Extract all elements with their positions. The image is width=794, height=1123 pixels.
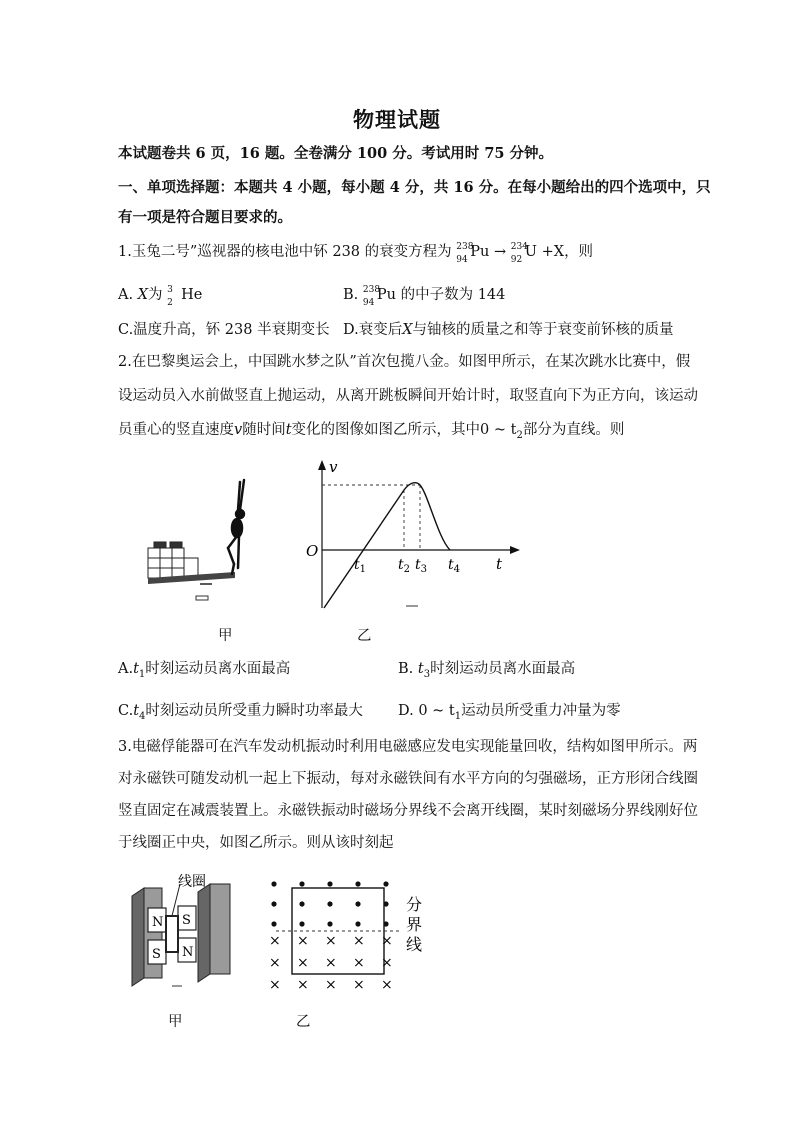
t4-label: $t_4$ <box>448 557 461 575</box>
field-cross: × <box>297 977 309 993</box>
pu-nuclide: 238 94 Pu <box>456 242 490 265</box>
field-cross: × <box>269 977 281 993</box>
magnet-n-left: N <box>152 915 164 930</box>
field-cross: × <box>381 933 393 949</box>
exam-intro: 本试题卷共 6 页，16 题。全卷满分 100 分。考试用时 75 分钟。 <box>118 145 554 162</box>
platform-blocks <box>148 542 198 578</box>
field-dot <box>383 901 388 906</box>
field-dot <box>271 881 276 886</box>
field-cross: × <box>269 933 281 949</box>
q3-stem-line1: 3.电磁俘能器可在汽车发动机振动时利用电磁感应发电实现能量回收，结构如图甲所示。两 <box>118 739 698 755</box>
field-dot <box>355 901 360 906</box>
q3-figure-yi-caption: 乙 <box>296 1014 311 1030</box>
field-cross: × <box>353 977 365 993</box>
springboard <box>148 572 235 584</box>
boundary-label-1: 分 <box>406 895 423 914</box>
field-cross: × <box>325 955 337 971</box>
q2-option-c[interactable]: $C.t_4$时刻运动员所受重力瞬时功率最大 <box>118 703 363 722</box>
section1-heading-line2: 有一项是符合题目要求的。 <box>118 209 292 226</box>
t1-label: $t_1$ <box>354 557 367 575</box>
q2-option-a[interactable]: $A.t_1$时刻运动员离水面最高 <box>118 661 291 680</box>
vt-graph <box>300 458 525 613</box>
q2-stem-line3: 员重心的竖直速度v随时间t变化的图像如图乙所示，其中0 ~ $t_2$部分为直线。则 <box>118 422 625 441</box>
field-dot <box>299 881 304 886</box>
field-dot <box>327 921 332 926</box>
q1-option-b[interactable]: B. 238 94 Pu 的中子数为 144 <box>343 285 506 308</box>
diving-figure <box>140 472 265 612</box>
q1-option-d[interactable]: D.衰变后X与铀核的质量之和等于衰变前钚核的质量 <box>343 322 674 338</box>
he-nuclide: 3 2 He <box>167 285 203 308</box>
magnetic-field-figure <box>262 868 432 998</box>
magnet-s-left: S <box>152 947 161 962</box>
field-cross: × <box>269 955 281 971</box>
q1-stem: 1.玉兔二号”巡视器的核电池中钚 238 的衰变方程为 238 94 Pu → 234 92 U +X，则 <box>118 242 594 265</box>
v-axis-arrow <box>318 460 326 470</box>
field-dot <box>271 921 276 926</box>
field-marks <box>269 881 393 993</box>
field-dot <box>327 901 332 906</box>
q1-option-a[interactable]: A. X为 3 2 He <box>118 285 203 308</box>
q2-figure-yi-caption: 乙 <box>357 628 372 644</box>
origin-label: O <box>306 542 319 560</box>
field-cross: × <box>297 933 309 949</box>
q2-figure-jia-caption: 甲 <box>218 628 233 644</box>
q2-stem-line2: 设运动员入水前做竖直上抛运动，从离开跳板瞬间开始计时，取竖直向下为正方向，该运动 <box>118 388 698 404</box>
q2-stem-line1: 2.在巴黎奥运会上，中国跳水梦之队”首次包揽八金。如图甲所示，在某次跳水比赛中，假 <box>118 354 691 370</box>
u-nuclide: 234 92 U <box>510 242 537 265</box>
q2-option-b[interactable]: B. $t_3$时刻运动员离水面最高 <box>398 661 576 680</box>
field-dot <box>383 881 388 886</box>
velocity-curve <box>324 483 450 608</box>
q3-stem-line3: 竖直固定在减震装置上。永磁铁振动时磁场分界线不会离开线圈，某时刻磁场分界线刚好位 <box>118 803 698 819</box>
q3-stem-line4: 于线圈正中央，如图乙所示。则从该时刻起 <box>118 835 394 851</box>
t3-label: $t_3$ <box>415 557 428 575</box>
pu-nuclide-b: 238 94 Pu <box>362 285 396 308</box>
page-title: 物理试题 <box>353 107 441 132</box>
q1-option-c[interactable]: C.温度升高，钚 238 半衰期变长 <box>118 322 330 338</box>
v-label: v <box>329 458 338 476</box>
q3-stem-line2: 对永磁铁可随发动机一起上下振动，每对永磁铁间有水平方向的匀强磁场，正方形闭合线圈 <box>118 771 698 787</box>
field-cross: × <box>325 977 337 993</box>
q2-option-d[interactable]: D. 0 ~ $t_1$运动员所受重力冲量为零 <box>398 703 621 722</box>
t-axis-arrow <box>510 546 520 554</box>
magnet-s-right: S <box>182 913 191 928</box>
section1-heading-line1: 一、单项选择题：本题共 4 小题，每小题 4 分，共 16 分。在每小题给出的四个选项中，只 <box>118 179 711 196</box>
t2-label: $t_2$ <box>398 557 411 575</box>
magnet-n-right: N <box>182 945 194 960</box>
field-dot <box>383 921 388 926</box>
diver <box>228 480 244 574</box>
field-dot <box>355 881 360 886</box>
field-cross: × <box>297 955 309 971</box>
field-cross: × <box>381 977 393 993</box>
boundary-label-3: 线 <box>406 935 423 954</box>
field-dot <box>299 901 304 906</box>
field-cross: × <box>381 955 393 971</box>
field-cross: × <box>353 933 365 949</box>
field-dot <box>355 921 360 926</box>
field-cross: × <box>353 955 365 971</box>
magnet-coil-figure <box>128 868 238 990</box>
field-cross: × <box>325 933 337 949</box>
t-label: t <box>496 555 503 573</box>
field-dot <box>327 881 332 886</box>
q3-figure-jia-caption: 甲 <box>168 1014 183 1030</box>
coil-label: 线圈 <box>178 874 206 890</box>
boundary-label-2: 界 <box>406 915 423 934</box>
field-dot <box>299 921 304 926</box>
field-dot <box>271 901 276 906</box>
